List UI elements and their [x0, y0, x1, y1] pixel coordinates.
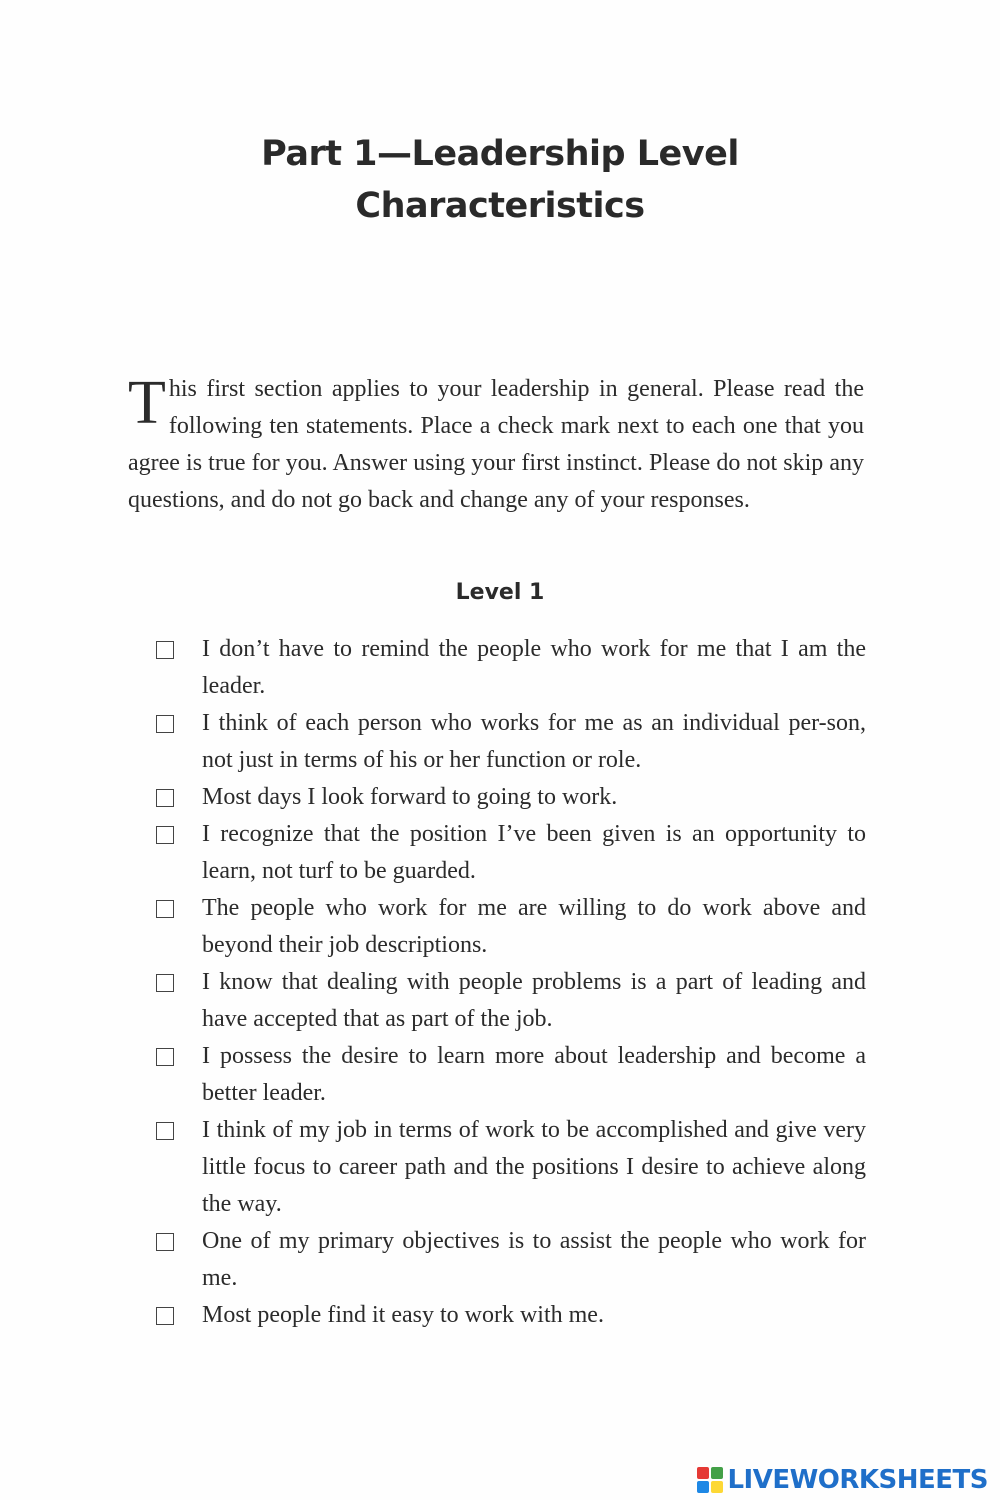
page-title — [0, 128, 1000, 232]
checklist-item — [156, 779, 866, 816]
checklist-item — [156, 705, 866, 779]
checkbox[interactable] — [156, 715, 174, 733]
checklist-item — [156, 964, 866, 1038]
checklist-item-text: I don’t have to remind the people who work for me that I am the leader. — [202, 636, 866, 699]
checkbox[interactable] — [156, 641, 174, 659]
checkbox[interactable] — [156, 1048, 174, 1066]
logo-mark-square — [697, 1467, 709, 1479]
checkbox[interactable] — [156, 789, 174, 807]
liveworksheets-logo-text: LIVEWORKSHEETS — [727, 1465, 988, 1495]
checklist-item-text: I possess the desire to learn more about leadership and become a better leader. — [202, 1043, 866, 1106]
checkbox[interactable] — [156, 826, 174, 844]
checklist-item-text: Most people find it easy to work with me. — [202, 1302, 604, 1328]
drop-cap: T — [128, 369, 166, 437]
checklist-item-text: I know that dealing with people problems is a part of leading and have accepted that as part of the job. — [202, 969, 866, 1032]
logo-mark-square — [711, 1481, 723, 1493]
checklist-item — [156, 816, 866, 890]
checklist-item-text: I think of my job in terms of work to be accomplished and give very little focus to career path and the positions I desire to achieve along the way. — [202, 1117, 866, 1217]
checkbox[interactable] — [156, 1233, 174, 1251]
checklist-item — [156, 631, 866, 705]
checkbox[interactable] — [156, 974, 174, 992]
checkbox[interactable] — [156, 1307, 174, 1325]
checkbox[interactable] — [156, 900, 174, 918]
checklist-item-text: Most days I look forward to going to work. — [202, 784, 618, 810]
liveworksheets-logo[interactable] — [697, 1463, 988, 1497]
liveworksheets-logo-icon — [697, 1467, 723, 1493]
title-line-1: Part 1—Leadership Level — [261, 134, 739, 174]
checklist-item-text: I think of each person who works for me as an individual per-son, not just in terms of his or her function or role. — [202, 710, 866, 773]
checklist-item — [156, 1038, 866, 1112]
title-line-2: Characteristics — [355, 186, 645, 226]
checklist-item — [156, 1223, 866, 1297]
intro-text: his first section applies to your leadership in general. Please read the following ten statements. Place a check mark next to each one that you agree is true for you. Answer using your first instinct. Please do not skip any questions, and do not go back and change any of your responses. — [128, 376, 864, 513]
checklist-item-text: The people who work for me are willing to do work above and beyond their job descriptions. — [202, 895, 866, 958]
checklist-item — [156, 1112, 866, 1223]
checklist-item — [156, 890, 866, 964]
logo-mark-square — [711, 1467, 723, 1479]
logo-mark-square — [697, 1481, 709, 1493]
level-heading: Level 1 — [455, 580, 545, 605]
checklist-item-text: I recognize that the position I’ve been given is an opportunity to learn, not turf to be guarded. — [202, 821, 866, 884]
checklist-item — [156, 1297, 866, 1334]
checklist-item-text: One of my primary objectives is to assist the people who work for me. — [202, 1228, 866, 1291]
checkbox[interactable] — [156, 1122, 174, 1140]
intro-paragraph — [128, 371, 864, 519]
